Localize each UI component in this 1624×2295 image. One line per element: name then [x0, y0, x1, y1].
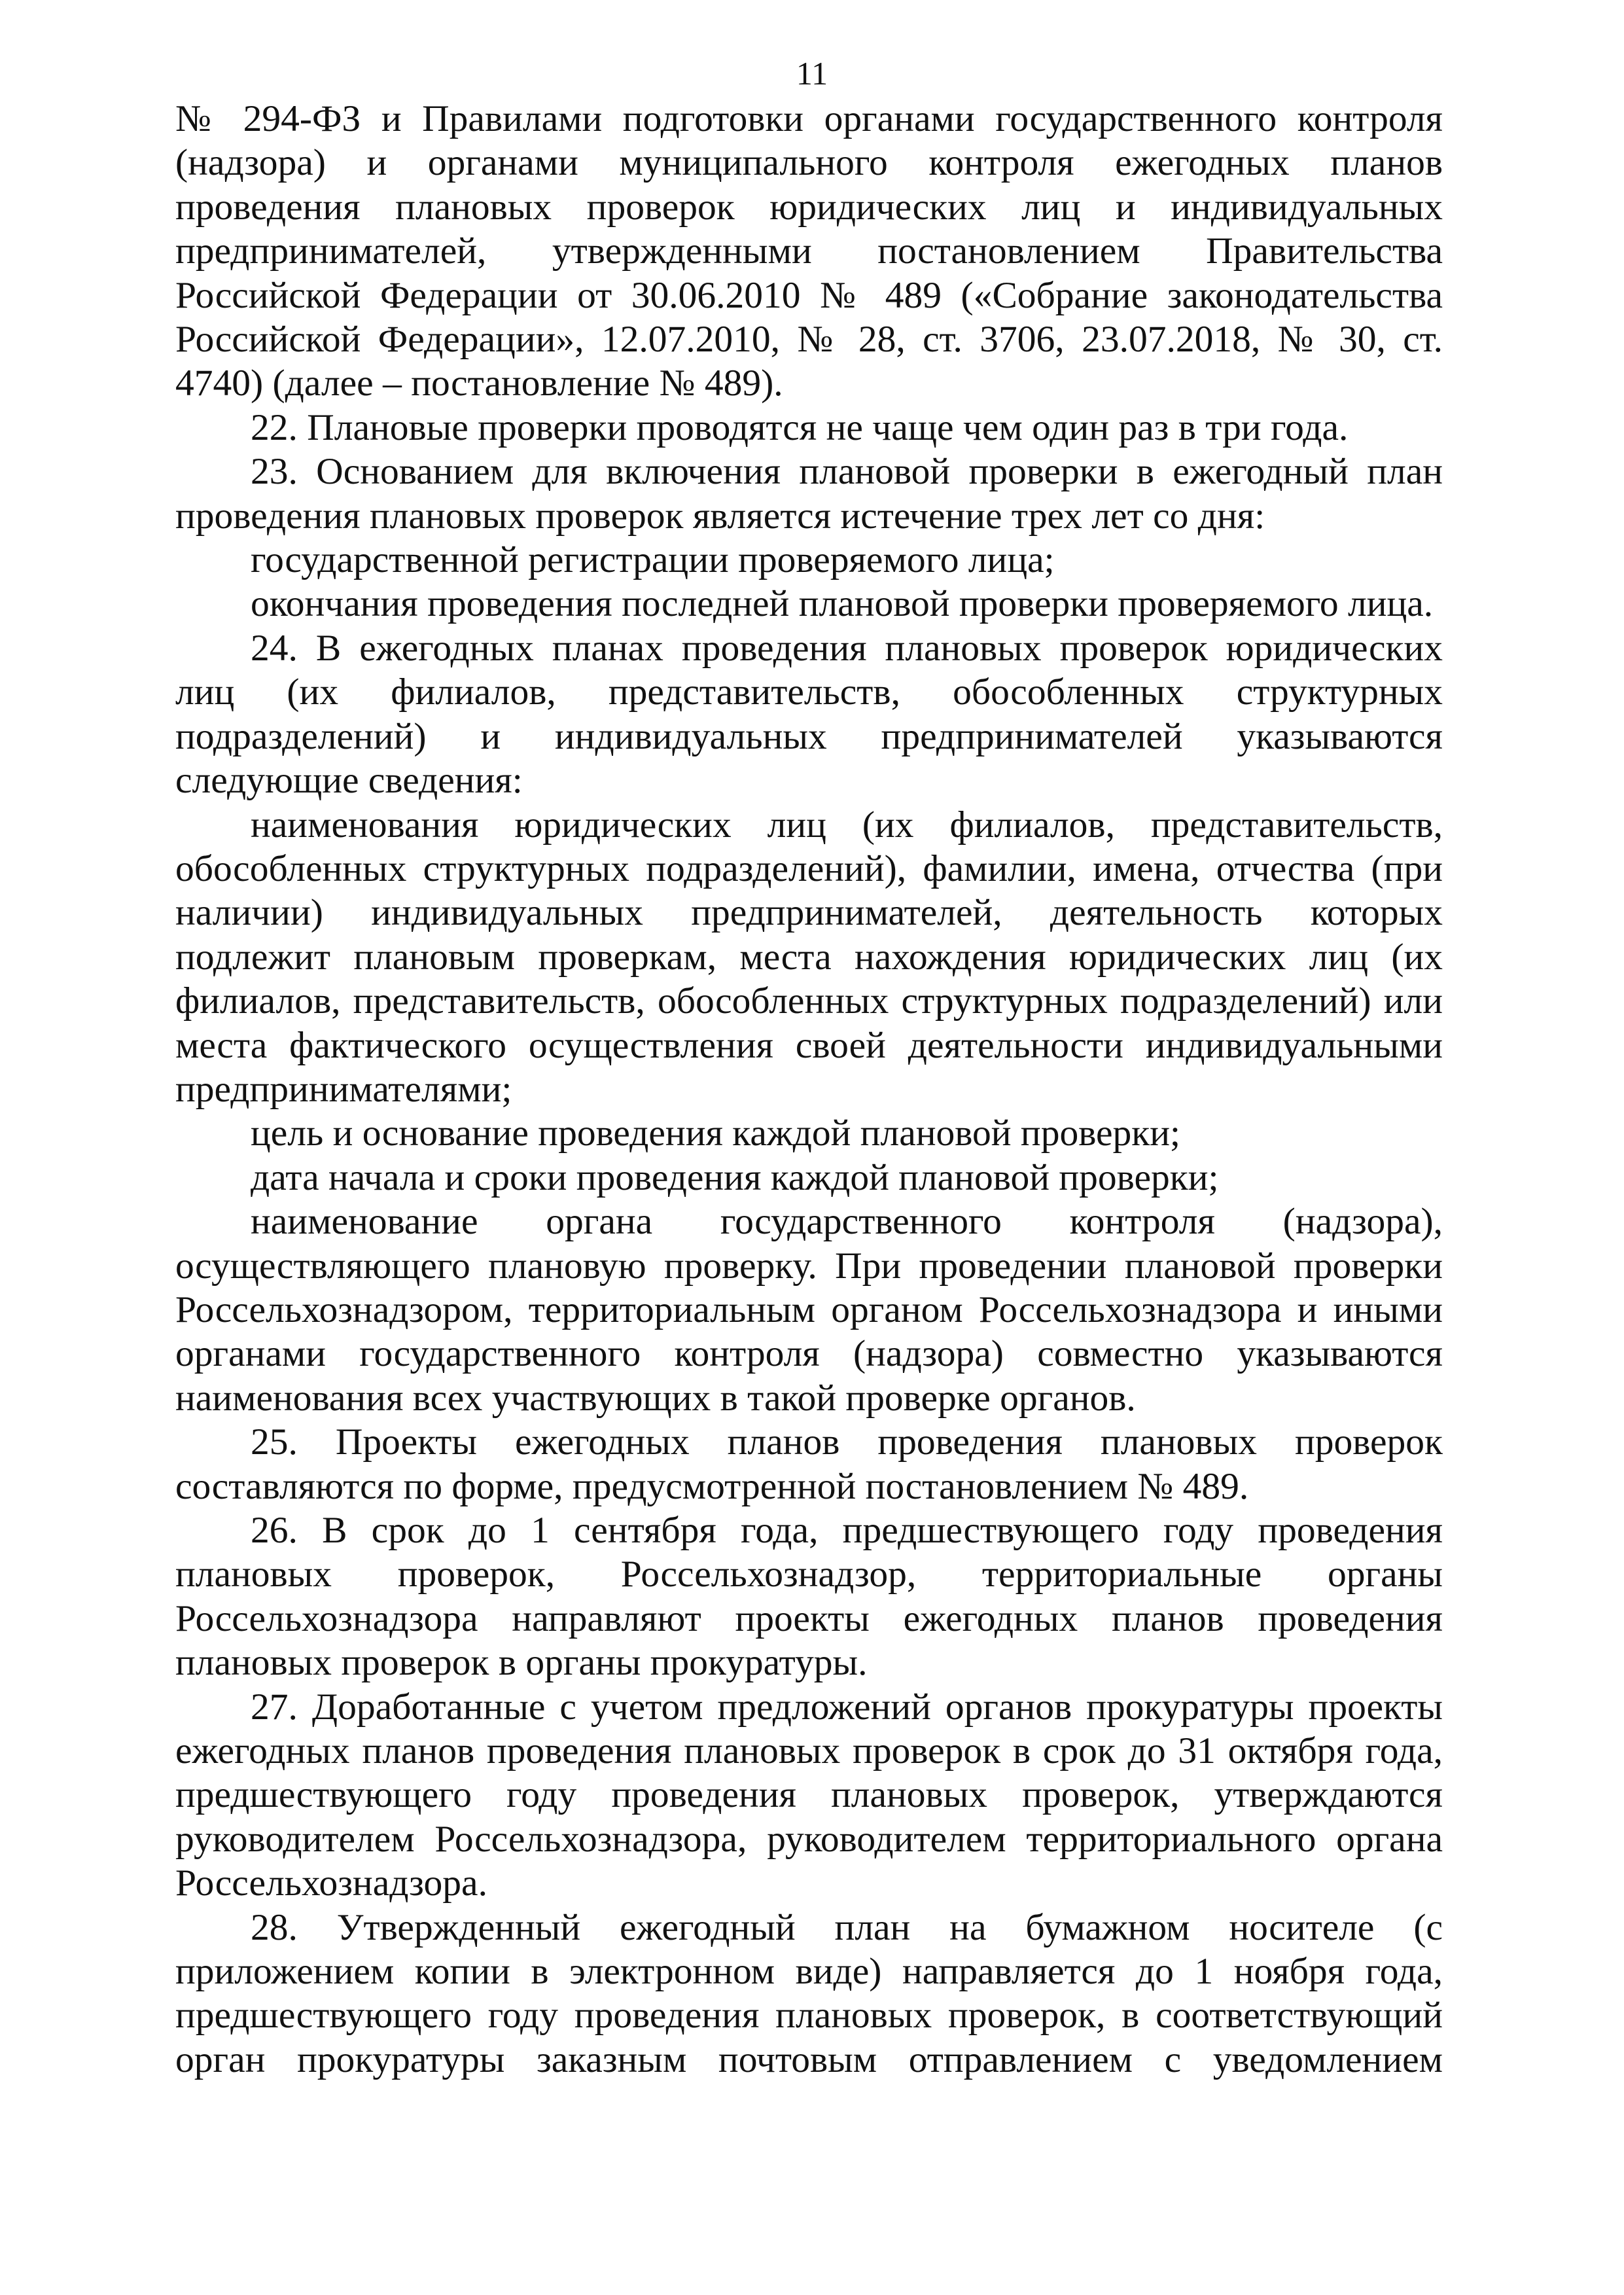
list-item-purpose: цель и основание проведения каждой плановой проверки;	[251, 1112, 1180, 1154]
list-item-names: наименования юридических лиц (их филиалов, представительств, обособленных структурных подразделений), фамилии, имена, отчества (при наличии) индивидуальных предпринимателей, деятельность которых подлежит плановым проверкам, места нахождения юридических лиц (их филиалов, представительств, обособленных структурных подразделений) или места фактического осуществления своей деятельности индивидуальными предпринимателями;	[175, 804, 1443, 1110]
paragraph-28: 28. Утвержденный ежегодный план на бумажном носителе (с приложением копии в электронном виде) направляется до 1 ноября года, предшествующего году проведения плановых проверок, в соответствующий орган прокуратуры заказным почтовым отправлением с уведомлением	[175, 1906, 1443, 2080]
paragraph-27: 27. Доработанные с учетом предложений органов прокуратуры проекты ежегодных планов проведения плановых проверок в срок до 31 октября года, предшествующего году проведения плановых проверок, утверждаются руководителем Россельхознадзора, руководителем территориального органа Россельхознадзора.	[175, 1686, 1443, 1904]
page-number: 11	[796, 55, 828, 92]
list-item-registration: государственной регистрации проверяемого лица;	[251, 539, 1055, 581]
paragraph-24: 24. В ежегодных планах проведения плановых проверок юридических лиц (их филиалов, представительств, обособленных структурных подразделений) и индивидуальных предпринимателей указываются следующие сведения:	[175, 627, 1443, 802]
list-item-dates: дата начала и сроки проведения каждой плановой проверки;	[251, 1156, 1219, 1198]
list-item-authority: наименование органа государственного контроля (надзора), осуществляющего плановую проверку. При проведении плановой проверки Россельхознадзором, территориальным органом Россельхознадзора и иными органами государственного контроля (надзора) совместно указываются наименования всех участвующих в такой проверке органов.	[175, 1201, 1443, 1419]
document-body	[175, 97, 1443, 2082]
paragraph-26: 26. В срок до 1 сентября года, предшествующего году проведения плановых проверок, Россельхознадзор, территориальные органы Россельхознадзора направляют проекты ежегодных планов проведения плановых проверок в органы прокуратуры.	[175, 1510, 1443, 1684]
paragraph-22: 22. Плановые проверки проводятся не чаще чем один раз в три года.	[251, 406, 1349, 448]
list-item-last-inspection: окончания проведения последней плановой проверки проверяемого лица.	[251, 583, 1434, 625]
paragraph-25: 25. Проекты ежегодных планов проведения плановых проверок составляются по форме, предусмотренной постановлением № 489.	[175, 1421, 1443, 1507]
paragraph-continuation: № 294-ФЗ и Правилами подготовки органами государственного контроля (надзора) и органами муниципального контроля ежегодных планов проведения плановых проверок юридических лиц и индивидуальных предпринимателей, утвержденными постановлением Правительства Российской Федерации от 30.06.2010 № 489 («Собрание законодательства Российской Федерации», 12.07.2010, № 28, ст. 3706, 23.07.2018, № 30, ст. 4740) (далее – постановление № 489).	[175, 98, 1443, 404]
paragraph-23: 23. Основанием для включения плановой проверки в ежегодный план проведения плановых проверок является истечение трех лет со дня:	[175, 451, 1443, 537]
